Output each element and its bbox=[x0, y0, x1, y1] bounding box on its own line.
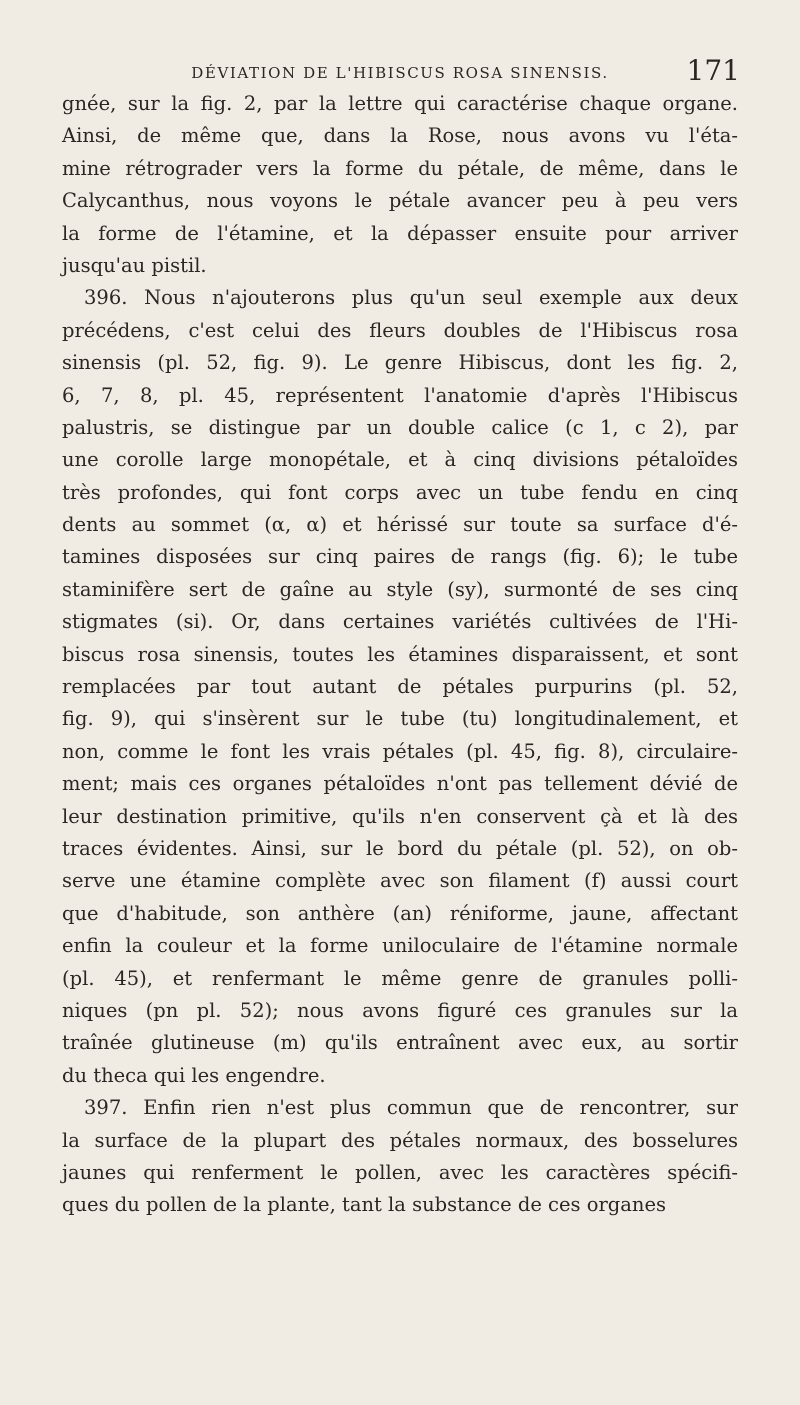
text-line: gnée, sur la fig. 2, par la lettre qui caractérise chaque organe. bbox=[62, 92, 738, 115]
text-line: remplacées par tout autant de pétales purpurins (pl. 52, bbox=[62, 675, 738, 699]
text-line: ques du pollen de la plante, tant la substance de ces organes bbox=[62, 1193, 666, 1217]
text-line: Calycanthus, nous voyons le pétale avancer peu à peu vers bbox=[62, 189, 738, 213]
text-line: précédens, c'est celui des fleurs doubles de l'Hibiscus rosa bbox=[62, 318, 738, 342]
text-line: tamines disposées sur cinq paires de rangs (fig. 6); le tube bbox=[62, 545, 738, 569]
text-line: non, comme le font les vrais pétales (pl. 45, fig. 8), circulaire- bbox=[62, 739, 738, 763]
text-line: la surface de la plupart des pétales normaux, des bosselures bbox=[62, 1128, 738, 1152]
text-line: Ainsi, de même que, dans la Rose, nous avons vu l'éta- bbox=[62, 124, 738, 148]
text-line: niques (pn pl. 52); nous avons figuré ces granules sur la bbox=[62, 998, 738, 1022]
body-text bbox=[62, 88, 738, 1222]
text-line: serve une étamine complète avec son filament (f) aussi court bbox=[62, 869, 738, 893]
text-line: dents au sommet (α, α) et hérissé sur toute sa surface d'é- bbox=[62, 513, 738, 537]
running-head bbox=[60, 54, 740, 88]
text-line: ment; mais ces organes pétaloïdes n'ont pas tellement dévié de bbox=[62, 772, 738, 796]
text-line: 6, 7, 8, pl. 45, représentent l'anatomie d'après l'Hibiscus bbox=[62, 383, 738, 407]
paragraph bbox=[62, 88, 738, 282]
text-line: 397. Enfin rien n'est plus commun que de rencontrer, sur bbox=[84, 1096, 738, 1120]
page-number: 171 bbox=[686, 54, 740, 87]
text-line: (pl. 45), et renfermant le même genre de granules polli- bbox=[62, 966, 738, 990]
text-line: staminifère sert de gaîne au style (sy), surmonté de ses cinq bbox=[62, 577, 738, 601]
text-line: biscus rosa sinensis, toutes les étamines disparaissent, et sont bbox=[62, 642, 738, 666]
text-line: fig. 9), qui s'insèrent sur le tube (tu) longitudinalement, et bbox=[62, 707, 738, 731]
text-line: mine rétrograder vers la forme du pétale, de même, dans le bbox=[62, 156, 738, 180]
text-line: très profondes, qui font corps avec un tube fendu en cinq bbox=[62, 480, 738, 504]
text-line: jaunes qui renferment le pollen, avec les caractères spécifi- bbox=[62, 1160, 738, 1184]
text-line: que d'habitude, son anthère (an) réniforme, jaune, affectant bbox=[62, 901, 738, 925]
text-line: leur destination primitive, qu'ils n'en conservent çà et là des bbox=[62, 804, 738, 828]
text-line: jusqu'au pistil. bbox=[62, 253, 207, 277]
paragraph bbox=[62, 1092, 738, 1222]
text-line: stigmates (si). Or, dans certaines variétés cultivées de l'Hi- bbox=[62, 610, 738, 634]
text-line: palustris, se distingue par un double calice (c 1, c 2), par bbox=[62, 415, 738, 439]
text-line: du theca qui les engendre. bbox=[62, 1063, 326, 1087]
text-line: 396. Nous n'ajouterons plus qu'un seul exemple aux deux bbox=[84, 286, 738, 310]
text-line: une corolle large monopétale, et à cinq divisions pétaloïdes bbox=[62, 448, 738, 472]
text-line: enfin la couleur et la forme uniloculaire de l'étamine normale bbox=[62, 934, 738, 958]
text-line: la forme de l'étamine, et la dépasser ensuite pour arriver bbox=[62, 221, 738, 245]
paragraph bbox=[62, 282, 738, 1092]
text-line: sinensis (pl. 52, fig. 9). Le genre Hibiscus, dont les fig. 2, bbox=[62, 351, 738, 375]
text-line: traînée glutineuse (m) qu'ils entraînent avec eux, au sortir bbox=[62, 1031, 738, 1055]
running-head-title: DÉVIATION DE L'HIBISCUS ROSA SINENSIS. bbox=[191, 64, 609, 82]
text-line: traces évidentes. Ainsi, sur le bord du pétale (pl. 52), on ob- bbox=[62, 836, 738, 860]
